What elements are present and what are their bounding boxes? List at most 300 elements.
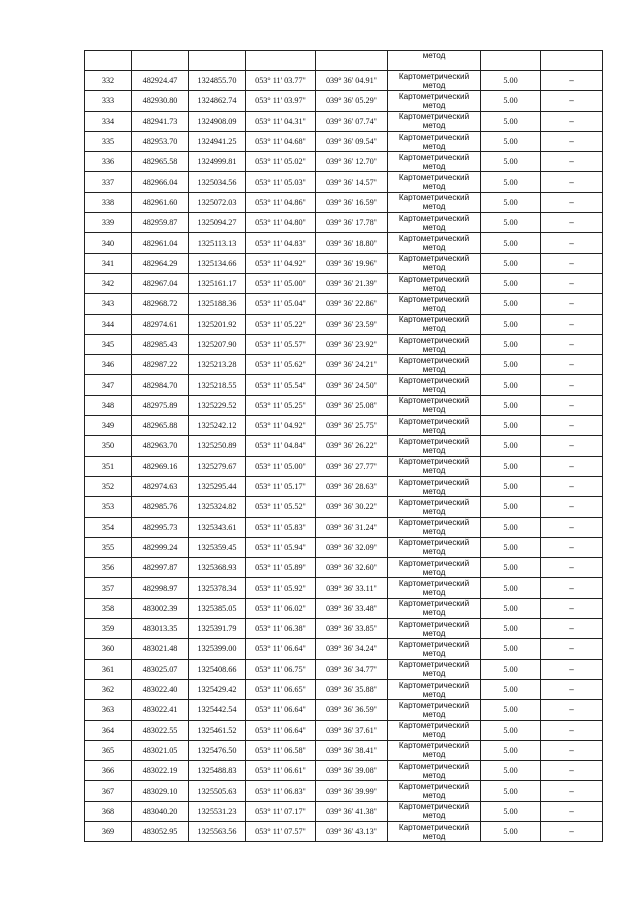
cell-y: 1325072.03 (189, 192, 246, 212)
cell-x: 482968.72 (132, 294, 189, 314)
cell-accuracy: 5.00 (481, 619, 541, 639)
cell-number: 334 (85, 111, 132, 131)
cell-longitude: 039° 36' 19.96" (316, 253, 388, 273)
method-line-2: метод (422, 445, 446, 455)
cell-longitude: 039° 36' 34.24" (316, 639, 388, 659)
cell-longitude: 039° 36' 24.50" (316, 375, 388, 395)
cell-longitude: 039° 36' 17.78" (316, 213, 388, 233)
cell-longitude: 039° 36' 31.24" (316, 517, 388, 537)
cell-accuracy: 5.00 (481, 71, 541, 91)
cell-y: 1325343.61 (189, 517, 246, 537)
cell-number: 338 (85, 192, 132, 212)
method-line-1: Картометрический (398, 173, 470, 183)
cell-method (388, 700, 481, 720)
cell-method (388, 740, 481, 760)
cell-number: 336 (85, 152, 132, 172)
cell-number: 349 (85, 416, 132, 436)
cell-accuracy: 5.00 (481, 192, 541, 212)
cell-accuracy: 5.00 (481, 355, 541, 375)
cell-longitude: 039° 36' 39.99" (316, 781, 388, 801)
cell-method (388, 801, 481, 821)
method-line-2: метод (422, 425, 446, 435)
cell-accuracy: 5.00 (481, 213, 541, 233)
cell-method (388, 71, 481, 91)
cell-y: 1325188.36 (189, 294, 246, 314)
cell-latitude: 053° 11' 05.52" (246, 497, 316, 517)
cell-longitude: 039° 36' 32.60" (316, 558, 388, 578)
cell-x: 482924.47 (132, 71, 189, 91)
table-row (85, 294, 603, 314)
cell-x: 483029.10 (132, 781, 189, 801)
cell-latitude: 053° 11' 05.92" (246, 578, 316, 598)
method-line-1: Картометрический (398, 782, 470, 792)
cell-method (388, 334, 481, 354)
cell-latitude: 053° 11' 05.03" (246, 172, 316, 192)
method-line-2: метод (422, 527, 446, 537)
cell-y: 1325442.54 (189, 700, 246, 720)
cell-note: – (541, 192, 603, 212)
method-line-1: Картометрический (398, 497, 470, 507)
table-row (85, 558, 603, 578)
cell-y: 1324855.70 (189, 71, 246, 91)
cell-number: 348 (85, 395, 132, 415)
cell-y: 1325295.44 (189, 476, 246, 496)
cell-latitude: 053° 11' 06.38" (246, 619, 316, 639)
table-row (85, 598, 603, 618)
cell-note: – (541, 801, 603, 821)
cell-method (388, 558, 481, 578)
method-line-2: метод (422, 121, 446, 131)
cell-latitude: 053° 11' 07.57" (246, 821, 316, 841)
table-row (85, 497, 603, 517)
cell-note: – (541, 781, 603, 801)
cell-number: 341 (85, 253, 132, 273)
cell-y: 1325359.45 (189, 537, 246, 557)
cell-accuracy: 5.00 (481, 294, 541, 314)
cell-note: – (541, 679, 603, 699)
table-row (85, 476, 603, 496)
cell-latitude: 053° 11' 05.62" (246, 355, 316, 375)
cell-latitude: 053° 11' 05.25" (246, 395, 316, 415)
method-line-1: Картометрический (398, 274, 470, 284)
cell-latitude: 053° 11' 05.04" (246, 294, 316, 314)
method-line-2: метод (422, 466, 446, 476)
method-line-1: Картометрический (398, 721, 470, 731)
cell-number: 342 (85, 273, 132, 293)
cell-latitude: 053° 11' 06.61" (246, 761, 316, 781)
method-line-1: Картометрический (398, 457, 470, 467)
cell-x: 482974.61 (132, 314, 189, 334)
table-row (85, 273, 603, 293)
cell-y: 1325385.05 (189, 598, 246, 618)
cell-accuracy: 5.00 (481, 761, 541, 781)
method-line-2: метод (422, 161, 446, 171)
method-line-2: метод (422, 100, 446, 110)
table-row (85, 395, 603, 415)
cell-longitude: 039° 36' 09.54" (316, 131, 388, 151)
method-line-1: Картометрический (398, 477, 470, 487)
cell-note: – (541, 659, 603, 679)
method-line-1: Картометрический (398, 112, 470, 122)
cell-y: 1325461.52 (189, 720, 246, 740)
cell-note: – (541, 355, 603, 375)
cell-note: – (541, 497, 603, 517)
cell-x: 482975.89 (132, 395, 189, 415)
cell-accuracy: 5.00 (481, 639, 541, 659)
cell-note: – (541, 334, 603, 354)
method-line-1: Картометрический (398, 558, 470, 568)
method-line-2: метод (422, 263, 446, 273)
cell-x: 483013.35 (132, 619, 189, 639)
cell-number: 360 (85, 639, 132, 659)
method-line-2: метод (422, 770, 446, 780)
cell-accuracy: 5.00 (481, 456, 541, 476)
table-row (85, 700, 603, 720)
table-row (85, 152, 603, 172)
cell-x: 482967.04 (132, 273, 189, 293)
cell-method (388, 720, 481, 740)
method-line-1: Картометрический (398, 294, 470, 304)
cell-method (388, 273, 481, 293)
cell-y: 1325113.13 (189, 233, 246, 253)
cell-x: 483021.48 (132, 639, 189, 659)
cell-y: 1325161.17 (189, 273, 246, 293)
cell-note: – (541, 821, 603, 841)
table-row-continued (85, 51, 603, 71)
cell-accuracy: 5.00 (481, 801, 541, 821)
cell-y: 1325391.79 (189, 619, 246, 639)
method-line-1: Картометрический (398, 234, 470, 244)
table-row (85, 233, 603, 253)
cell-longitude: 039° 36' 25.75" (316, 416, 388, 436)
cell-note: – (541, 558, 603, 578)
cell-number: 353 (85, 497, 132, 517)
table-row (85, 619, 603, 639)
cell-y: 1325476.50 (189, 740, 246, 760)
cell-x: 482965.58 (132, 152, 189, 172)
method-line-1: Картометрический (398, 741, 470, 751)
method-line-1: Картометрический (398, 538, 470, 548)
method-line-1: Картометрический (398, 619, 470, 629)
cell-latitude: 053° 11' 05.54" (246, 375, 316, 395)
cell-number: 332 (85, 71, 132, 91)
table-row (85, 416, 603, 436)
cell-longitude: 039° 36' 23.59" (316, 314, 388, 334)
method-line-1: Картометрический (398, 315, 470, 325)
cell-x: 482959.87 (132, 213, 189, 233)
cell-x: 482930.80 (132, 91, 189, 111)
cell-y: 1324908.09 (189, 111, 246, 131)
cell-x: 483052.95 (132, 821, 189, 841)
cell-x: 482969.16 (132, 456, 189, 476)
cell-y: 1325279.67 (189, 456, 246, 476)
cell-x: 482998.97 (132, 578, 189, 598)
table-row (85, 172, 603, 192)
cell-note: – (541, 578, 603, 598)
cell-latitude: 053° 11' 04.83" (246, 233, 316, 253)
cell-note: – (541, 273, 603, 293)
table-row (85, 375, 603, 395)
table-row (85, 253, 603, 273)
cell-number: 357 (85, 578, 132, 598)
cell-latitude: 053° 11' 07.17" (246, 801, 316, 821)
cell-note: – (541, 233, 603, 253)
cell-accuracy: 5.00 (481, 91, 541, 111)
cell-latitude: 053° 11' 04.84" (246, 436, 316, 456)
method-line-1: Картометрический (398, 802, 470, 812)
coordinates-table (84, 50, 603, 842)
cell-number: 364 (85, 720, 132, 740)
cell-latitude: 053° 11' 05.22" (246, 314, 316, 334)
method-line-2: метод (422, 486, 446, 496)
method-line-1: Картометрический (398, 91, 470, 101)
table-row (85, 192, 603, 212)
cell-number: 365 (85, 740, 132, 760)
table-row (85, 639, 603, 659)
method-line-1: Картометрический (398, 193, 470, 203)
table-row (85, 111, 603, 131)
cell-latitude: 053° 11' 04.92" (246, 253, 316, 273)
cell-number: 366 (85, 761, 132, 781)
cell-y: 1324999.81 (189, 152, 246, 172)
method-line-1: Картометрический (398, 355, 470, 365)
cell-method (388, 517, 481, 537)
cell-y: 1325505.63 (189, 781, 246, 801)
cell-x: 482965.88 (132, 416, 189, 436)
table-row (85, 91, 603, 111)
cell-accuracy: 5.00 (481, 517, 541, 537)
cell-longitude: 039° 36' 43.13" (316, 821, 388, 841)
cell-longitude: 039° 36' 23.92" (316, 334, 388, 354)
table-body (85, 51, 603, 842)
method-line-2: метод (422, 202, 446, 212)
cell-accuracy: 5.00 (481, 740, 541, 760)
cell-note: – (541, 131, 603, 151)
cell-note: – (541, 152, 603, 172)
cell-latitude: 053° 11' 06.64" (246, 720, 316, 740)
cell-note: – (541, 740, 603, 760)
cell-method (388, 314, 481, 334)
method-line-2: метод (422, 385, 446, 395)
cell-note: – (541, 416, 603, 436)
cell-latitude: 053° 11' 06.64" (246, 700, 316, 720)
cell-method (388, 233, 481, 253)
method-line-1: Картометрический (398, 376, 470, 386)
table-row (85, 456, 603, 476)
cell-method (388, 51, 481, 71)
cell-number: 347 (85, 375, 132, 395)
cell-number: 354 (85, 517, 132, 537)
cell-accuracy: 5.00 (481, 375, 541, 395)
cell-number: 352 (85, 476, 132, 496)
cell-longitude: 039° 36' 18.80" (316, 233, 388, 253)
cell-method (388, 253, 481, 273)
cell-longitude: 039° 36' 34.77" (316, 659, 388, 679)
cell-accuracy: 5.00 (481, 111, 541, 131)
cell-x: 483021.05 (132, 740, 189, 760)
cell-x: 482997.87 (132, 558, 189, 578)
cell-latitude: 053° 11' 05.02" (246, 152, 316, 172)
cell-latitude: 053° 11' 04.68" (246, 131, 316, 151)
cell-method (388, 679, 481, 699)
cell-latitude: 053° 11' 04.86" (246, 192, 316, 212)
cell-number: 337 (85, 172, 132, 192)
cell-latitude: 053° 11' 04.80" (246, 213, 316, 233)
cell-number: 339 (85, 213, 132, 233)
table-row (85, 761, 603, 781)
method-line-2: метод (422, 51, 446, 60)
method-line-2: метод (422, 344, 446, 354)
cell-y: 1325368.93 (189, 558, 246, 578)
cell-method (388, 781, 481, 801)
method-line-2: метод (422, 364, 446, 374)
method-line-1: Картометрический (398, 822, 470, 832)
cell-method (388, 294, 481, 314)
cell-method (388, 395, 481, 415)
method-line-2: метод (422, 222, 446, 232)
cell-method (388, 152, 481, 172)
cell-x: 482987.22 (132, 355, 189, 375)
method-line-1: Картометрический (398, 436, 470, 446)
cell-y: 1325563.56 (189, 821, 246, 841)
cell-method (388, 659, 481, 679)
cell-y: 1325408.66 (189, 659, 246, 679)
cell-latitude: 053° 11' 06.75" (246, 659, 316, 679)
cell-note: – (541, 111, 603, 131)
cell-method (388, 172, 481, 192)
cell-longitude: 039° 36' 33.48" (316, 598, 388, 618)
cell-method (388, 456, 481, 476)
cell-accuracy: 5.00 (481, 558, 541, 578)
method-line-2: метод (422, 709, 446, 719)
cell-number: 363 (85, 700, 132, 720)
cell-accuracy: 5.00 (481, 781, 541, 801)
method-line-2: метод (422, 791, 446, 801)
cell-longitude: 039° 36' 36.59" (316, 700, 388, 720)
method-line-1: Картометрический (398, 254, 470, 264)
cell-number: 355 (85, 537, 132, 557)
cell-accuracy: 5.00 (481, 598, 541, 618)
cell-y: 1325218.55 (189, 375, 246, 395)
cell-y: 1325134.66 (189, 253, 246, 273)
method-line-2: метод (422, 750, 446, 760)
cell-note: – (541, 71, 603, 91)
method-line-2: метод (422, 831, 446, 841)
cell-method (388, 213, 481, 233)
cell-note: – (541, 294, 603, 314)
table-row (85, 131, 603, 151)
method-line-2: метод (422, 243, 446, 253)
cell-latitude: 053° 11' 03.97" (246, 91, 316, 111)
cell-method (388, 416, 481, 436)
cell-longitude: 039° 36' 24.21" (316, 355, 388, 375)
cell-longitude: 039° 36' 32.09" (316, 537, 388, 557)
cell-x: 482985.76 (132, 497, 189, 517)
cell-latitude: 053° 11' 06.02" (246, 598, 316, 618)
cell-x: 482995.73 (132, 517, 189, 537)
method-line-2: метод (422, 628, 446, 638)
cell-latitude: 053° 11' 06.65" (246, 679, 316, 699)
cell-number: 346 (85, 355, 132, 375)
method-line-1: Картометрический (398, 152, 470, 162)
cell-note (541, 51, 603, 71)
cell-accuracy: 5.00 (481, 821, 541, 841)
cell-longitude: 039° 36' 07.74" (316, 111, 388, 131)
method-line-1: Картометрический (398, 680, 470, 690)
cell-longitude: 039° 36' 21.39" (316, 273, 388, 293)
cell-x: 482961.04 (132, 233, 189, 253)
cell-longitude: 039° 36' 25.08" (316, 395, 388, 415)
table-row (85, 334, 603, 354)
cell-latitude: 053° 11' 05.17" (246, 476, 316, 496)
cell-latitude: 053° 11' 05.89" (246, 558, 316, 578)
cell-accuracy: 5.00 (481, 416, 541, 436)
cell-note: – (541, 314, 603, 334)
cell-x: 483040.20 (132, 801, 189, 821)
cell-longitude: 039° 36' 16.59" (316, 192, 388, 212)
method-line-1: Картометрический (398, 700, 470, 710)
cell-accuracy: 5.00 (481, 720, 541, 740)
cell-longitude (316, 51, 388, 71)
cell-y (189, 51, 246, 71)
table-row (85, 517, 603, 537)
cell-method (388, 111, 481, 131)
method-line-2: метод (422, 730, 446, 740)
method-line-2: метод (422, 80, 446, 90)
method-line-1: Картометрический (398, 71, 470, 81)
method-line-2: метод (422, 669, 446, 679)
cell-longitude: 039° 36' 33.11" (316, 578, 388, 598)
cell-longitude: 039° 36' 05.29" (316, 91, 388, 111)
table-row (85, 740, 603, 760)
cell-latitude: 053° 11' 03.77" (246, 71, 316, 91)
cell-accuracy: 5.00 (481, 537, 541, 557)
cell-note: – (541, 436, 603, 456)
cell-accuracy: 5.00 (481, 395, 541, 415)
method-line-1: Картометрический (398, 213, 470, 223)
cell-y: 1325201.92 (189, 314, 246, 334)
cell-longitude: 039° 36' 35.88" (316, 679, 388, 699)
table-row (85, 314, 603, 334)
table-row (85, 720, 603, 740)
cell-accuracy (481, 51, 541, 71)
method-line-2: метод (422, 141, 446, 151)
method-line-2: метод (422, 182, 446, 192)
table-row (85, 679, 603, 699)
cell-x: 482953.70 (132, 131, 189, 151)
method-line-2: метод (422, 506, 446, 516)
cell-method (388, 639, 481, 659)
cell-note: – (541, 456, 603, 476)
cell-method (388, 821, 481, 841)
cell-note: – (541, 639, 603, 659)
cell-accuracy: 5.00 (481, 436, 541, 456)
cell-y: 1325531.23 (189, 801, 246, 821)
cell-longitude: 039° 36' 30.22" (316, 497, 388, 517)
cell-number: 369 (85, 821, 132, 841)
cell-x: 483022.40 (132, 679, 189, 699)
cell-accuracy: 5.00 (481, 253, 541, 273)
cell-x: 482999.24 (132, 537, 189, 557)
cell-number: 367 (85, 781, 132, 801)
method-line-2: метод (422, 547, 446, 557)
method-line-1: Картометрический (398, 579, 470, 589)
method-line-2: метод (422, 303, 446, 313)
cell-x: 482974.63 (132, 476, 189, 496)
cell-number: 343 (85, 294, 132, 314)
cell-number: 351 (85, 456, 132, 476)
cell-x (132, 51, 189, 71)
